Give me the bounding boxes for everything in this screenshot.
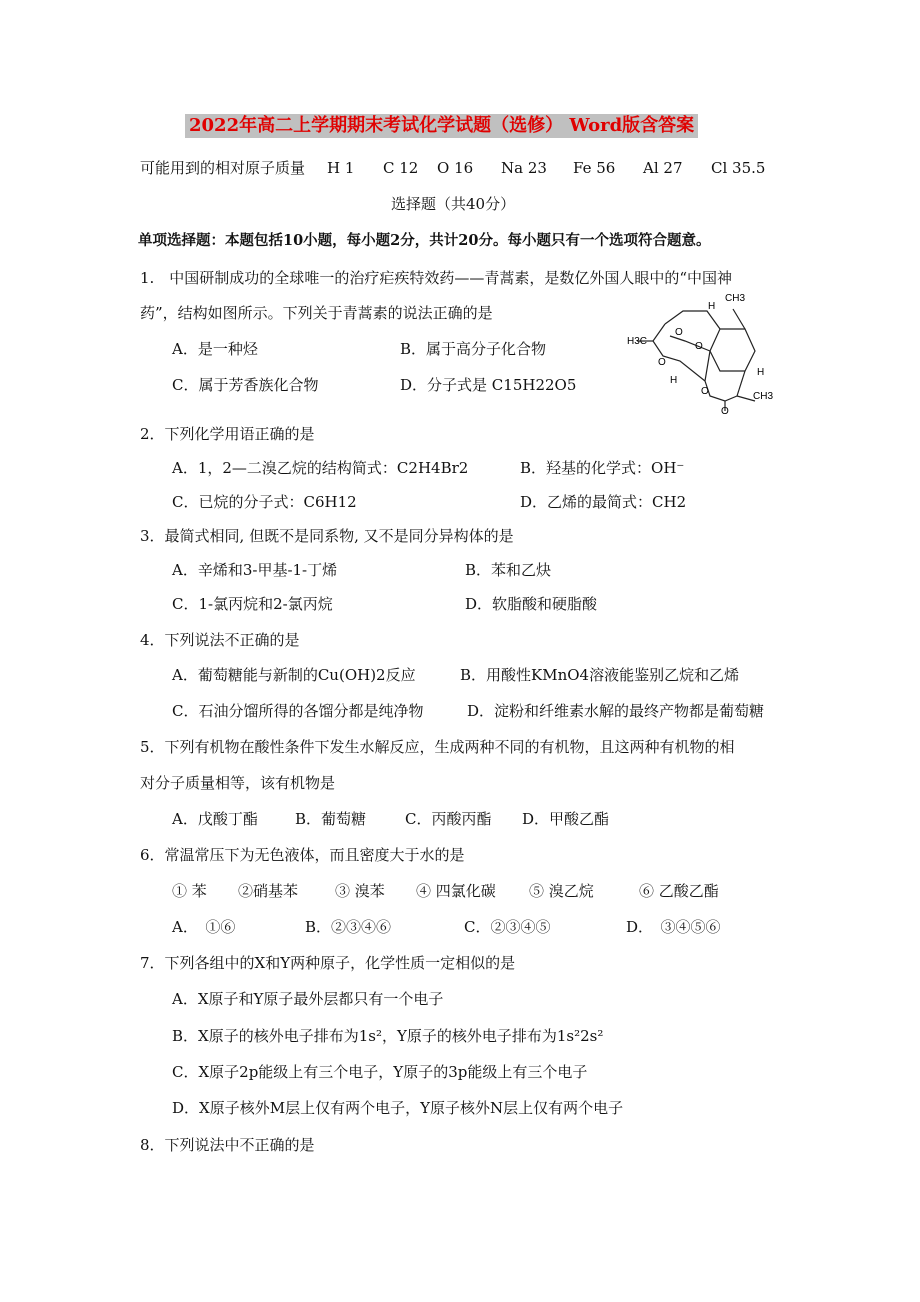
q6-item-1: ① 苯	[172, 882, 207, 900]
struct-o1: O	[675, 327, 683, 338]
q1-option-b: B．属于高分子化合物	[400, 340, 547, 358]
q3-stem: 3．最简式相同, 但既不是同系物, 又不是同分异构体的是	[140, 527, 514, 545]
instruction: 单项选择题：本题包括10小题，每小题2分，共计20分。每小题只有一个选项符合题意。	[138, 232, 711, 249]
q5-option-a: A．戊酸丁酯	[172, 810, 258, 828]
q6-option-a: A． ①⑥	[172, 918, 236, 936]
q6-item-6: ⑥ 乙酸乙酯	[639, 882, 719, 900]
q7-stem: 7．下列各组中的X和Y两种原子，化学性质一定相似的是	[140, 954, 516, 972]
q6-stem: 6．常温常压下为无色液体，而且密度大于水的是	[140, 846, 465, 864]
q6-item-3: ③ 溴苯	[335, 882, 385, 900]
q4-option-d: D．淀粉和纤维素水解的最终产物都是葡萄糖	[467, 702, 765, 720]
struct-h3: H	[757, 367, 765, 378]
q2-option-c: C．已烷的分子式：C6H12	[172, 493, 357, 511]
q2-option-b: B．羟基的化学式：OH⁻	[520, 459, 685, 477]
q1-stem-1: 1. 中国研制成功的全球唯一的治疗疟疾特效药——青蒿素，是数亿外国人眼中的“中国神	[140, 269, 732, 287]
q6-option-c: C．②③④⑤	[464, 918, 551, 936]
q2-option-a: A．1，2—二溴乙烷的结构简式：C2H4Br2	[172, 459, 469, 477]
doc-title: 2022年高二上学期期末考试化学试题（选修） Word版含答案	[185, 114, 698, 138]
mass-h: H 1	[327, 159, 355, 177]
q4-option-b: B．用酸性KMnO4溶液能鉴别乙烷和乙烯	[460, 666, 740, 684]
q5-option-c: C．丙酸丙酯	[405, 810, 492, 828]
q2-stem: 2．下列化学用语正确的是	[140, 425, 315, 443]
q5-stem-2: 对分子质量相等，该有机物是	[140, 774, 336, 792]
q7-option-b: B．X原子的核外电子排布为1s²，Y原子的核外电子排布为1s²2s²	[172, 1027, 604, 1045]
q8-stem: 8．下列说法中不正确的是	[140, 1136, 315, 1154]
q7-option-d: D．X原子核外M层上仅有两个电子，Y原子核外N层上仅有两个电子	[172, 1099, 624, 1117]
q1-option-c: C．属于芳香族化合物	[172, 376, 319, 394]
q6-item-2: ②硝基苯	[238, 882, 299, 900]
mass-o: O 16	[437, 159, 474, 177]
q5-stem-1: 5．下列有机物在酸性条件下发生水解反应，生成两种不同的有机物，且这两种有机物的相	[140, 738, 735, 756]
mass-cl: Cl 35.5	[711, 159, 766, 177]
struct-ch3-top: CH3	[725, 293, 746, 304]
q6-item-4: ④ 四氯化碳	[416, 882, 496, 900]
struct-o2: O	[695, 341, 703, 352]
q4-stem: 4．下列说法不正确的是	[140, 631, 300, 649]
q3-option-b: B．苯和乙炔	[465, 561, 552, 579]
mass-c: C 12	[383, 159, 419, 177]
q5-option-d: D．甲酸乙酯	[522, 810, 610, 828]
mass-al: Al 27	[643, 159, 683, 177]
mass-na: Na 23	[501, 159, 547, 177]
mass-fe: Fe 56	[573, 159, 616, 177]
q2-option-d: D．乙烯的最简式：CH2	[520, 493, 687, 511]
struct-h1: H	[708, 301, 716, 312]
q7-option-c: C．X原子2p能级上有三个电子，Y原子的3p能级上有三个电子	[172, 1063, 588, 1081]
struct-o4: O	[701, 386, 709, 397]
q6-option-d: D． ③④⑤⑥	[626, 918, 721, 936]
q3-option-d: D．软脂酸和硬脂酸	[465, 595, 598, 613]
q1-option-a: A．是一种烃	[172, 340, 258, 358]
q6-option-b: B．②③④⑥	[305, 918, 392, 936]
q5-option-b: B．葡萄糖	[295, 810, 367, 828]
q4-option-c: C．石油分馏所得的各馏分都是纯净物	[172, 702, 424, 720]
struct-h2: H	[670, 375, 678, 386]
q6-item-5: ⑤ 溴乙烷	[529, 882, 594, 900]
q7-option-a: A．X原子和Y原子最外层都只有一个电子	[172, 990, 444, 1008]
q1-stem-2: 药”，结构如图所示。下列关于青蒿素的说法正确的是	[140, 304, 493, 322]
q1-option-d: D．分子式是 C15H22O5	[400, 376, 577, 394]
struct-h3c: H3C	[627, 336, 648, 347]
struct-o5: O	[721, 406, 729, 416]
section-heading: 选择题（共40分）	[391, 195, 516, 213]
struct-o3: O	[658, 357, 666, 368]
q4-option-a: A．葡萄糖能与新制的Cu(OH)2反应	[172, 666, 416, 684]
struct-ch3-bottom: CH3	[753, 391, 774, 402]
q3-option-c: C．1-氯丙烷和2-氯丙烷	[172, 595, 333, 613]
artemisinin-structure	[625, 291, 775, 416]
q3-option-a: A．辛烯和3-甲基-1-丁烯	[172, 561, 338, 579]
atomic-mass-label: 可能用到的相对原子质量	[140, 159, 306, 177]
